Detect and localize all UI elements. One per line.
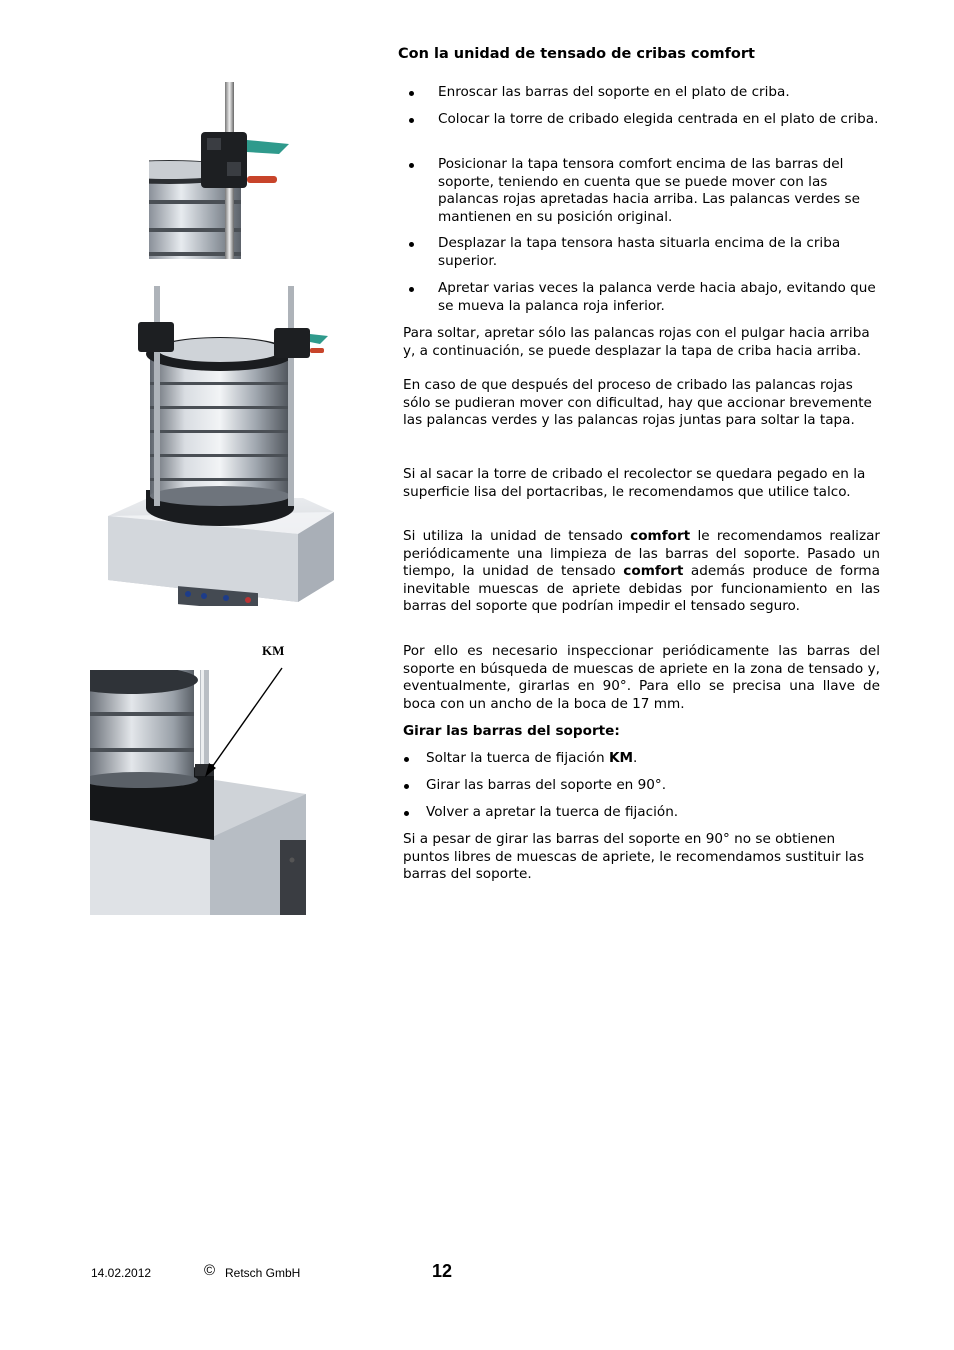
rotate-step-2: Girar las barras del soporte en 90°. <box>426 777 667 793</box>
page-number: 12 <box>432 1261 453 1281</box>
footer-company: Retsch GmbH <box>225 1266 301 1280</box>
replace-paragraph: Si a pesar de girar las barras del soporte en 90° no se obtienen puntos libres de muescas de apriete, le recomendamos sustituir las barras del soporte. <box>403 831 865 883</box>
comfort-text-1: Si utiliza la unidad de tensado <box>403 528 631 544</box>
km-arrow <box>200 664 290 780</box>
bullet-dot <box>404 784 409 789</box>
comfort-text-3: además produce de forma inevitable muescas de apriete debidas por funcionamiento en las barras del soporte que podrían impedir el tensado seguro. <box>403 563 880 615</box>
comfort-bold-2: comfort <box>623 563 684 580</box>
comfort-bold-1: comfort <box>630 528 691 544</box>
step-1: Enroscar las barras del soporte en el plato de criba. <box>438 84 790 100</box>
section-heading: Con la unidad de tensado de cribas comfort <box>398 46 755 62</box>
footer-date: 14.02.2012 <box>91 1266 152 1280</box>
rotate-step-1 <box>426 750 880 768</box>
talc-paragraph: Si al sacar la torre de cribado el recolector se quedara pegado en la superficie lisa del portacribas, le recomendamos que utilice talco. <box>403 466 866 500</box>
rotate-step-1-end: . <box>633 750 638 766</box>
release-paragraph: Para soltar, apretar sólo las palancas rojas con el pulgar hacia arriba y, a continuación, se puede desplazar la tapa de criba hacia arriba. <box>403 325 870 359</box>
bullet-dot <box>404 811 409 816</box>
difficulty-paragraph: En caso de que después del proceso de cribado las palancas rojas sólo se pudieran mover con dificultad, hay que accionar brevemente las palancas verdes y las palancas rojas juntas para soltar la tapa. <box>403 377 872 429</box>
bullet-dot <box>409 91 414 96</box>
comfort-paragraph <box>403 528 880 616</box>
copyright-icon: © <box>204 1262 216 1279</box>
figure-label-km: KM <box>262 643 285 658</box>
step-4: Desplazar la tapa tensora hasta situarla encima de la criba superior. <box>438 235 841 269</box>
step-3: Posicionar la tapa tensora comfort encima de las barras del soporte, teniendo en cuenta que se puede mover con las palancas rojas apretadas hacia arriba. Las palancas verdes se mantienen en su posición original. <box>438 156 860 225</box>
clamping-lid-closeup-image <box>149 82 295 259</box>
bullet-dot <box>409 242 414 247</box>
bullet-dot <box>409 163 414 168</box>
bullet-dot <box>409 287 414 292</box>
bullet-dot <box>409 118 414 123</box>
rotate-step-1-text: Soltar la tuerca de fijación <box>426 750 609 766</box>
sieve-shaker-image <box>108 284 338 606</box>
rotate-heading: Girar las barras del soporte: <box>403 723 620 739</box>
inspect-paragraph: Por ello es necesario inspeccionar periódicamente las barras del soporte en búsqueda de muescas de apriete en la zona de tensado y, eventualmente, girarlas en 90°. Para ello se precisa una llave de boca con un ancho de la boca de 17 mm. <box>403 643 880 712</box>
bullet-dot <box>404 757 409 762</box>
rotate-step-3: Volver a apretar la tuerca de fijación. <box>426 804 679 820</box>
step-2: Colocar la torre de cribado elegida centrada en el plato de criba. <box>438 111 879 127</box>
step-5: Apretar varias veces la palanca verde hacia abajo, evitando que se mueva la palanca roja inferior. <box>438 280 876 314</box>
rotate-step-1-bold: KM <box>608 750 633 766</box>
comfort-text-2: le recomendamos realizar periódicamente una limpieza de las barras del soporte. Pasado un tiempo, la unidad de tensado <box>403 528 881 580</box>
